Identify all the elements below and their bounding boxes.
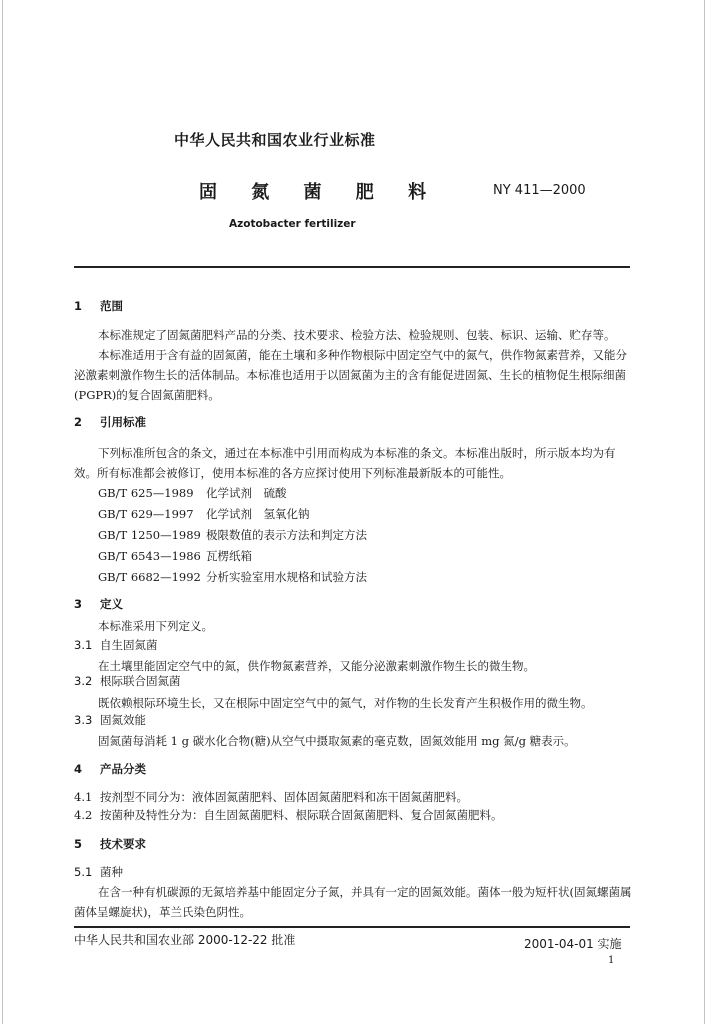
reference-code: GB/T 629—1997 (98, 507, 194, 521)
section-number: 5 (74, 837, 83, 851)
clause-title: 固氮效能 (100, 713, 146, 727)
clause-title: 自生固氮菌 (100, 638, 158, 652)
reference-name: 瓦楞纸箱 (206, 549, 252, 563)
reference-name: 化学试剂 氢氧化钠 (206, 507, 310, 521)
reference-item (98, 506, 310, 522)
reference-name: 分析实验室用水规格和试验方法 (206, 570, 367, 584)
clause-number: 4.2 (74, 808, 93, 822)
clause-number: 5.1 (74, 865, 93, 879)
definition-3-1-heading (74, 637, 158, 653)
issuer-heading: 中华人民共和国农业行业标准 (174, 131, 376, 149)
clause-text: 按剂型不同分为：液体固氮菌肥料、固体固氮菌肥料和冻干固氮菌肥料。 (100, 790, 468, 804)
reference-code: GB/T 6682—1992 (98, 570, 201, 584)
definition-3-3-text: 固氮菌每消耗 1 g 碳水化合物(糖)从空气中摄取氮素的毫克数，固氮效能用 mg 氮/g 糖表示。 (98, 734, 576, 748)
section-title: 技术要求 (100, 837, 146, 851)
definition-3-2-text: 既依赖根际环境生长，又在根际中固定空气中的氮气，对作物的生长发育产生积极作用的微生物。 (98, 696, 593, 710)
section-number: 3 (74, 597, 83, 611)
standard-number: NY 411—2000 (493, 183, 586, 198)
reference-item (98, 485, 287, 501)
section-4-heading (74, 761, 146, 777)
clause-4-2 (74, 807, 503, 823)
section-title: 范围 (100, 299, 123, 313)
section-title: 引用标准 (100, 415, 146, 429)
english-title: Azotobacter fertilizer (229, 218, 356, 230)
clause-number: 3.3 (74, 713, 93, 727)
clause-text: 按菌种及特性分为：自生固氮菌肥料、根际联合固氮菌肥料、复合固氮菌肥料。 (100, 808, 503, 822)
definition-3-1-text: 在土壤里能固定空气中的氮，供作物氮素营养，又能分泌激素刺激作物生长的微生物。 (98, 659, 535, 673)
section-5-heading (74, 836, 146, 852)
effective-date: 2001-04-01 实施 (524, 937, 622, 951)
clause-title: 根际联合固氮菌 (100, 674, 181, 688)
section-1-heading (74, 298, 123, 314)
document-title: 固 氮 菌 肥 料 (199, 182, 441, 203)
reference-name: 化学试剂 硫酸 (206, 486, 287, 500)
section-title: 定义 (100, 597, 123, 611)
clause-title: 菌种 (100, 865, 123, 879)
reference-item (98, 527, 367, 543)
reference-item (98, 548, 252, 564)
header-rule (74, 266, 630, 268)
definition-3-3-heading (74, 712, 146, 728)
reference-code: GB/T 625—1989 (98, 486, 194, 500)
footer-rule (74, 926, 630, 928)
section-title: 产品分类 (100, 762, 146, 776)
section-number: 2 (74, 415, 83, 429)
section-2-paragraph-1: 下列标准所包含的条文，通过在本标准中引用而构成为本标准的条文。本标准出版时，所示版本均为有效。所有标准都会被修订，使用本标准的各方应探讨使用下列标准最新版本的可能性。 (74, 446, 616, 480)
clause-4-1 (74, 789, 468, 805)
scan-edge-left (2, 0, 3, 1024)
section-1-paragraph-1: 本标准规定了固氮菌肥料产品的分类、技术要求、检验方法、检验规则、包装、标识、运输、贮存等。 (98, 328, 616, 342)
clause-number: 3.1 (74, 638, 93, 652)
clause-number: 4.1 (74, 790, 93, 804)
section-number: 4 (74, 762, 83, 776)
clause-5-1-text: 在含一种有机碳源的无氮培养基中能固定分子氮，并具有一定的固氮效能。菌体一般为短杆状(固氮螺菌属菌体呈螺旋状)，革兰氏染色阴性。 (74, 885, 632, 919)
scan-edge-right (704, 0, 705, 1024)
clause-number: 3.2 (74, 674, 93, 688)
reference-code: GB/T 6543—1986 (98, 549, 201, 563)
reference-item (98, 569, 367, 585)
section-number: 1 (74, 299, 83, 313)
reference-name: 极限数值的表示方法和判定方法 (206, 528, 367, 542)
section-2-heading (74, 414, 146, 430)
section-3-paragraph-1: 本标准采用下列定义。 (98, 619, 213, 633)
reference-code: GB/T 1250—1989 (98, 528, 201, 542)
page-number: 1 (608, 955, 615, 966)
section-1-paragraph-2: 本标准适用于含有益的固氮菌，能在土壤和多种作物根际中固定空气中的氮气，供作物氮素营养，又能分泌激素刺激作物生长的活体制品。本标准也适用于以固氮菌为主的含有能促进固氮、生长的植物促生根际细菌(PGPR)的复合固氮菌肥料。 (74, 348, 627, 402)
definition-3-2-heading (74, 673, 181, 689)
section-3-heading (74, 596, 123, 612)
issued-by-date: 中华人民共和国农业部 2000-12-22 批准 (74, 933, 296, 947)
clause-5-1-heading (74, 864, 123, 880)
